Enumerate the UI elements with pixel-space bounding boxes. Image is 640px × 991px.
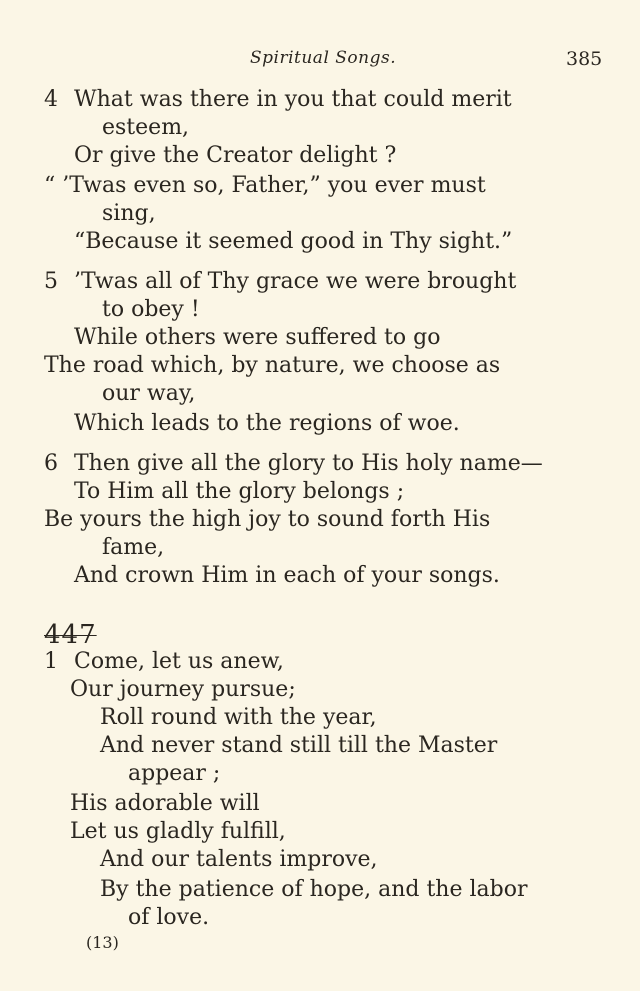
stanza-5-line-2: to obey ! (102, 297, 200, 322)
hymn-line-8: And our talents improve, (100, 847, 378, 872)
stanza-5-line-6: Which leads to the regions of woe. (74, 411, 460, 436)
hymn-line-4: And never stand still till the Master (100, 733, 498, 758)
hymn-line-5: appear ; (128, 761, 221, 786)
hymn-line-1: 1 Come, let us anew, (44, 649, 284, 674)
stanza-number: 4 (44, 87, 58, 112)
hymn-line-10: of love. (128, 905, 210, 930)
hymn-line-7: Let us gladly fulfill, (70, 819, 286, 844)
hymn-line-9: By the patience of hope, and the labor (100, 877, 528, 902)
stanza-4-line-3: Or give the Creator delight ? (74, 143, 397, 168)
stanza-number: 1 (44, 649, 58, 674)
signature-mark: (13) (86, 933, 119, 952)
stanza-4-line-2: esteem, (102, 115, 190, 140)
hymn-number: 447 (44, 620, 97, 650)
stanza-6-line-5: And crown Him in each of your songs. (74, 563, 500, 588)
stanza-6-line-1: 6 Then give all the glory to His holy name— (44, 451, 543, 476)
page-number: 385 (566, 48, 603, 70)
hymn-line-2: Our journey pursue; (70, 677, 296, 702)
stanza-number: 6 (44, 451, 58, 476)
stanza-4-line-4: “ ’Twas even so, Father,” you ever must (44, 173, 486, 198)
stanza-4-line-6: “Because it seemed good in Thy sight.” (74, 229, 513, 254)
running-head: Spiritual Songs. (250, 48, 397, 68)
hymn-line-3: Roll round with the year, (100, 705, 377, 730)
stanza-5-line-4: The road which, by nature, we choose as (44, 353, 501, 378)
stanza-5-line-1: 5 ’Twas all of Thy grace we were brought (44, 269, 517, 294)
stanza-4-line-1: 4 What was there in you that could merit (44, 87, 512, 112)
hymn-line-6: His adorable will (70, 791, 260, 816)
stanza-6-line-3: Be yours the high joy to sound forth His (44, 507, 491, 532)
stanza-5-line-5: our way, (102, 381, 196, 406)
stanza-6-line-2: To Him all the glory belongs ; (74, 479, 405, 504)
stanza-5-line-3: While others were suffered to go (74, 325, 441, 350)
stanza-4-line-5: sing, (102, 201, 156, 226)
stanza-number: 5 (44, 269, 58, 294)
stanza-6-line-4: fame, (102, 535, 165, 560)
